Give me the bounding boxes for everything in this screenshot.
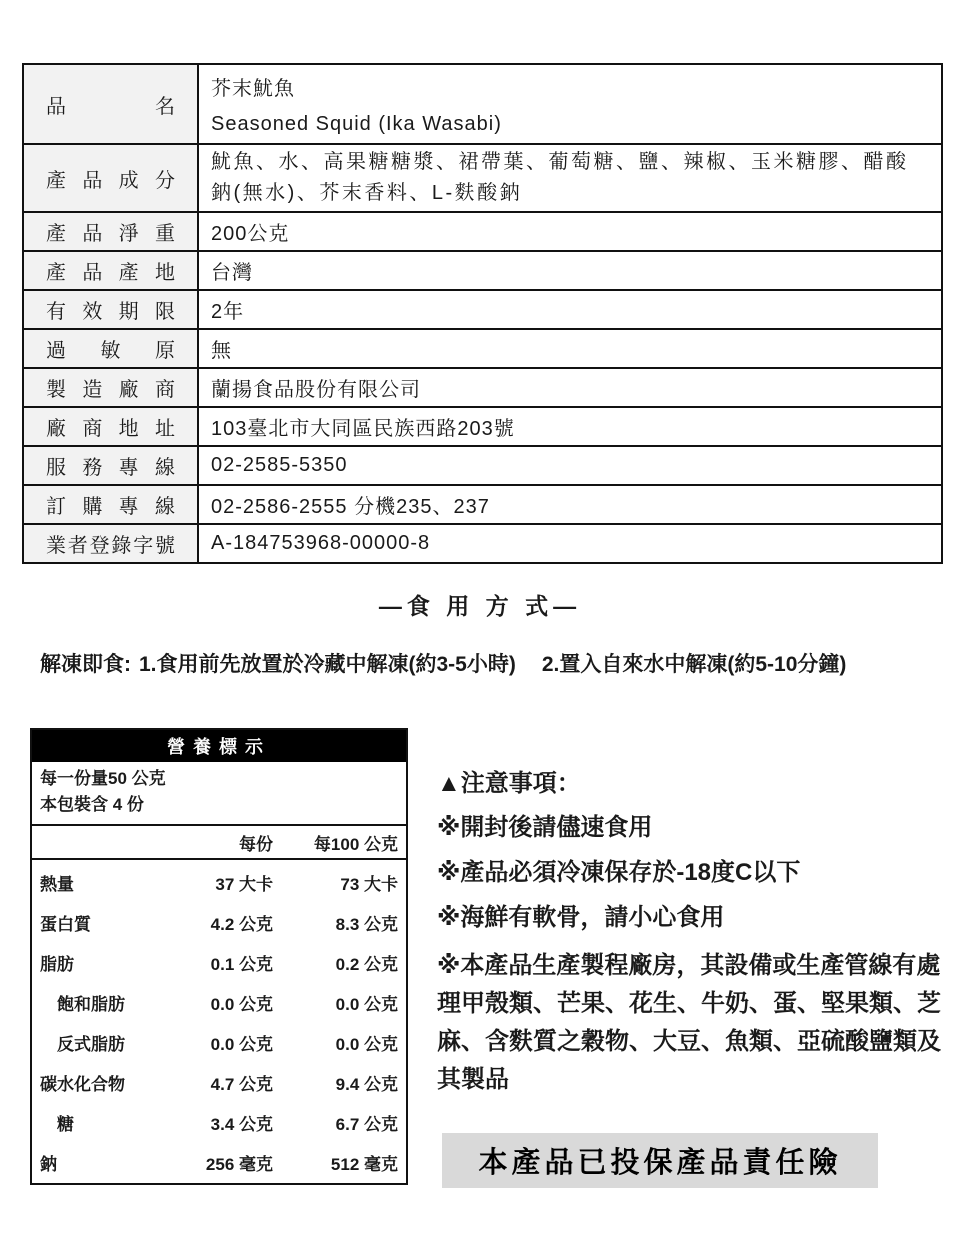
table-row: [23, 64, 942, 144]
nutrient-per-100g: 8.3 公克: [335, 914, 398, 934]
product-label: 產 品 淨 重: [46, 223, 175, 245]
nutrient-per-serving: 256 毫克: [205, 1154, 273, 1174]
table-row: [23, 251, 942, 290]
nutrient-label: 鈉: [40, 1154, 57, 1174]
product-label: 產 品 產 地: [46, 262, 175, 284]
nutrient-label: 飽和脂肪: [57, 994, 125, 1014]
product-label: 過 敏 原: [46, 340, 175, 362]
nutrition-row: [40, 982, 398, 1022]
notice-item: ※海鮮有軟骨，請小心食用: [437, 904, 725, 931]
table-row: [23, 212, 942, 251]
nutrient-per-serving: 0.0 公克: [210, 994, 273, 1014]
table-row: [23, 144, 942, 212]
product-label: 有 效 期 限: [46, 301, 175, 323]
col-header-per-100g: 每100 公克: [313, 834, 398, 854]
nutrient-per-100g: 0.0 公克: [335, 994, 398, 1014]
thaw-step-2: 2.置入自來水中解凍(約5-10分鐘): [541, 653, 847, 676]
insurance-banner: [442, 1133, 878, 1188]
nutrient-label: 熱量: [40, 874, 74, 894]
nutrient-label: 碳水化合物: [40, 1074, 125, 1094]
nutrition-row: [40, 862, 398, 902]
notices-section: [437, 763, 944, 1099]
col-header-per-serving: 每份: [239, 834, 273, 854]
nutrient-per-serving: 37 大卡: [215, 874, 273, 894]
thaw-instruction: [40, 648, 950, 678]
allergen-notice-paragraph: ※本產品生產製程廠房，其設備或生產管線有處理甲殼類、芒果、花生、牛奶、蛋、堅果類、芝麻、含麩質之穀物、大豆、魚類、亞硫酸鹽類及其製品: [437, 952, 941, 1093]
ingredients-text: 魷魚、水、高果糖糖漿、裙帶葉、葡萄糖、鹽、辣椒、玉米糖膠、醋酸鈉(無水)、芥末香料、L-麩酸鈉: [211, 151, 909, 204]
product-label: 業 者 登 錄 字 號: [46, 535, 175, 557]
nutrient-per-serving: 4.2 公克: [210, 914, 273, 934]
nutrient-per-100g: 73 大卡: [340, 874, 398, 894]
nutrient-per-serving: 0.1 公克: [210, 954, 273, 974]
product-label: 服 務 專 線: [46, 457, 175, 479]
table-row: [23, 329, 942, 368]
nutrient-label: 脂肪: [40, 954, 74, 974]
serving-info: [32, 762, 406, 826]
thaw-step-1: 1.食用前先放置於冷藏中解凍(約3-5小時): [139, 653, 516, 676]
nutrient-per-serving: 4.7 公克: [210, 1074, 273, 1094]
product-label: 品 名: [46, 95, 175, 118]
product-name-zh: 芥末魷魚: [211, 78, 295, 100]
table-row: [23, 485, 942, 524]
product-label-cell: [23, 144, 198, 212]
nutrition-row: [40, 1142, 398, 1182]
nutrient-label: 糖: [57, 1114, 74, 1134]
product-label: 訂 購 專 線: [46, 496, 175, 518]
product-label: 製 造 廠 商: [46, 379, 175, 401]
product-name-en: Seasoned Squid (Ika Wasabi): [211, 113, 502, 135]
table-row: [23, 446, 942, 485]
usage-section-title: —食 用 方 式—: [378, 593, 582, 619]
insurance-banner-text: 本產品已投保產品責任險: [478, 1147, 842, 1179]
nutrition-table: [30, 728, 408, 1185]
product-value-cell: [198, 64, 942, 144]
nutrition-row: [40, 902, 398, 942]
table-row: [23, 368, 942, 407]
nutrient-per-100g: 0.0 公克: [335, 1034, 398, 1054]
product-value: 2年: [198, 290, 942, 329]
product-value: 02-2586-2555 分機235、237: [198, 485, 942, 524]
nutrition-row: [40, 1062, 398, 1102]
nutrient-per-serving: 3.4 公克: [210, 1114, 273, 1134]
nutrition-rows: [32, 860, 406, 1184]
notices-title: ▲注意事項：: [437, 770, 581, 797]
nutrition-row: [40, 1022, 398, 1062]
product-value: A-184753968-00000-8: [198, 524, 942, 563]
servings-per-pack: 本包裝含 4 份: [40, 795, 144, 814]
table-row: [23, 524, 942, 563]
product-value: 蘭揚食品股份有限公司: [198, 368, 942, 407]
nutrient-label: 反式脂肪: [57, 1034, 125, 1054]
product-label-cell: [23, 64, 198, 144]
notice-item: ※產品必須冷凍保存於-18度C以下: [437, 859, 801, 886]
nutrient-per-100g: 9.4 公克: [335, 1074, 398, 1094]
product-value: 103臺北市大同區民族西路203號: [198, 407, 942, 446]
product-label: 廠 商 地 址: [46, 418, 175, 440]
notice-item: ※開封後請儘速食用: [437, 814, 653, 841]
nutrition-row: [40, 1102, 398, 1142]
nutrient-per-serving: 0.0 公克: [210, 1034, 273, 1054]
product-value-cell: [198, 144, 942, 212]
nutrition-row: [40, 942, 398, 982]
product-value: 台灣: [198, 251, 942, 290]
nutrient-per-100g: 6.7 公克: [335, 1114, 398, 1134]
nutrient-per-100g: 0.2 公克: [335, 954, 398, 974]
product-value: 02-2585-5350: [198, 446, 942, 485]
thaw-instruction-prefix: 解凍即食:: [40, 653, 131, 676]
nutrition-column-headers: [32, 826, 406, 860]
product-label: 產 品 成 分: [46, 169, 175, 192]
nutrient-label: 蛋白質: [40, 914, 91, 934]
product-value: 200公克: [198, 212, 942, 251]
serving-size: 每一份量50 公克: [40, 769, 166, 788]
nutrition-title: 營養標示: [32, 730, 406, 762]
table-row: [23, 290, 942, 329]
nutrient-per-100g: 512 毫克: [330, 1154, 398, 1174]
product-value: 無: [198, 329, 942, 368]
table-row: [23, 407, 942, 446]
product-info-table: [22, 63, 943, 564]
